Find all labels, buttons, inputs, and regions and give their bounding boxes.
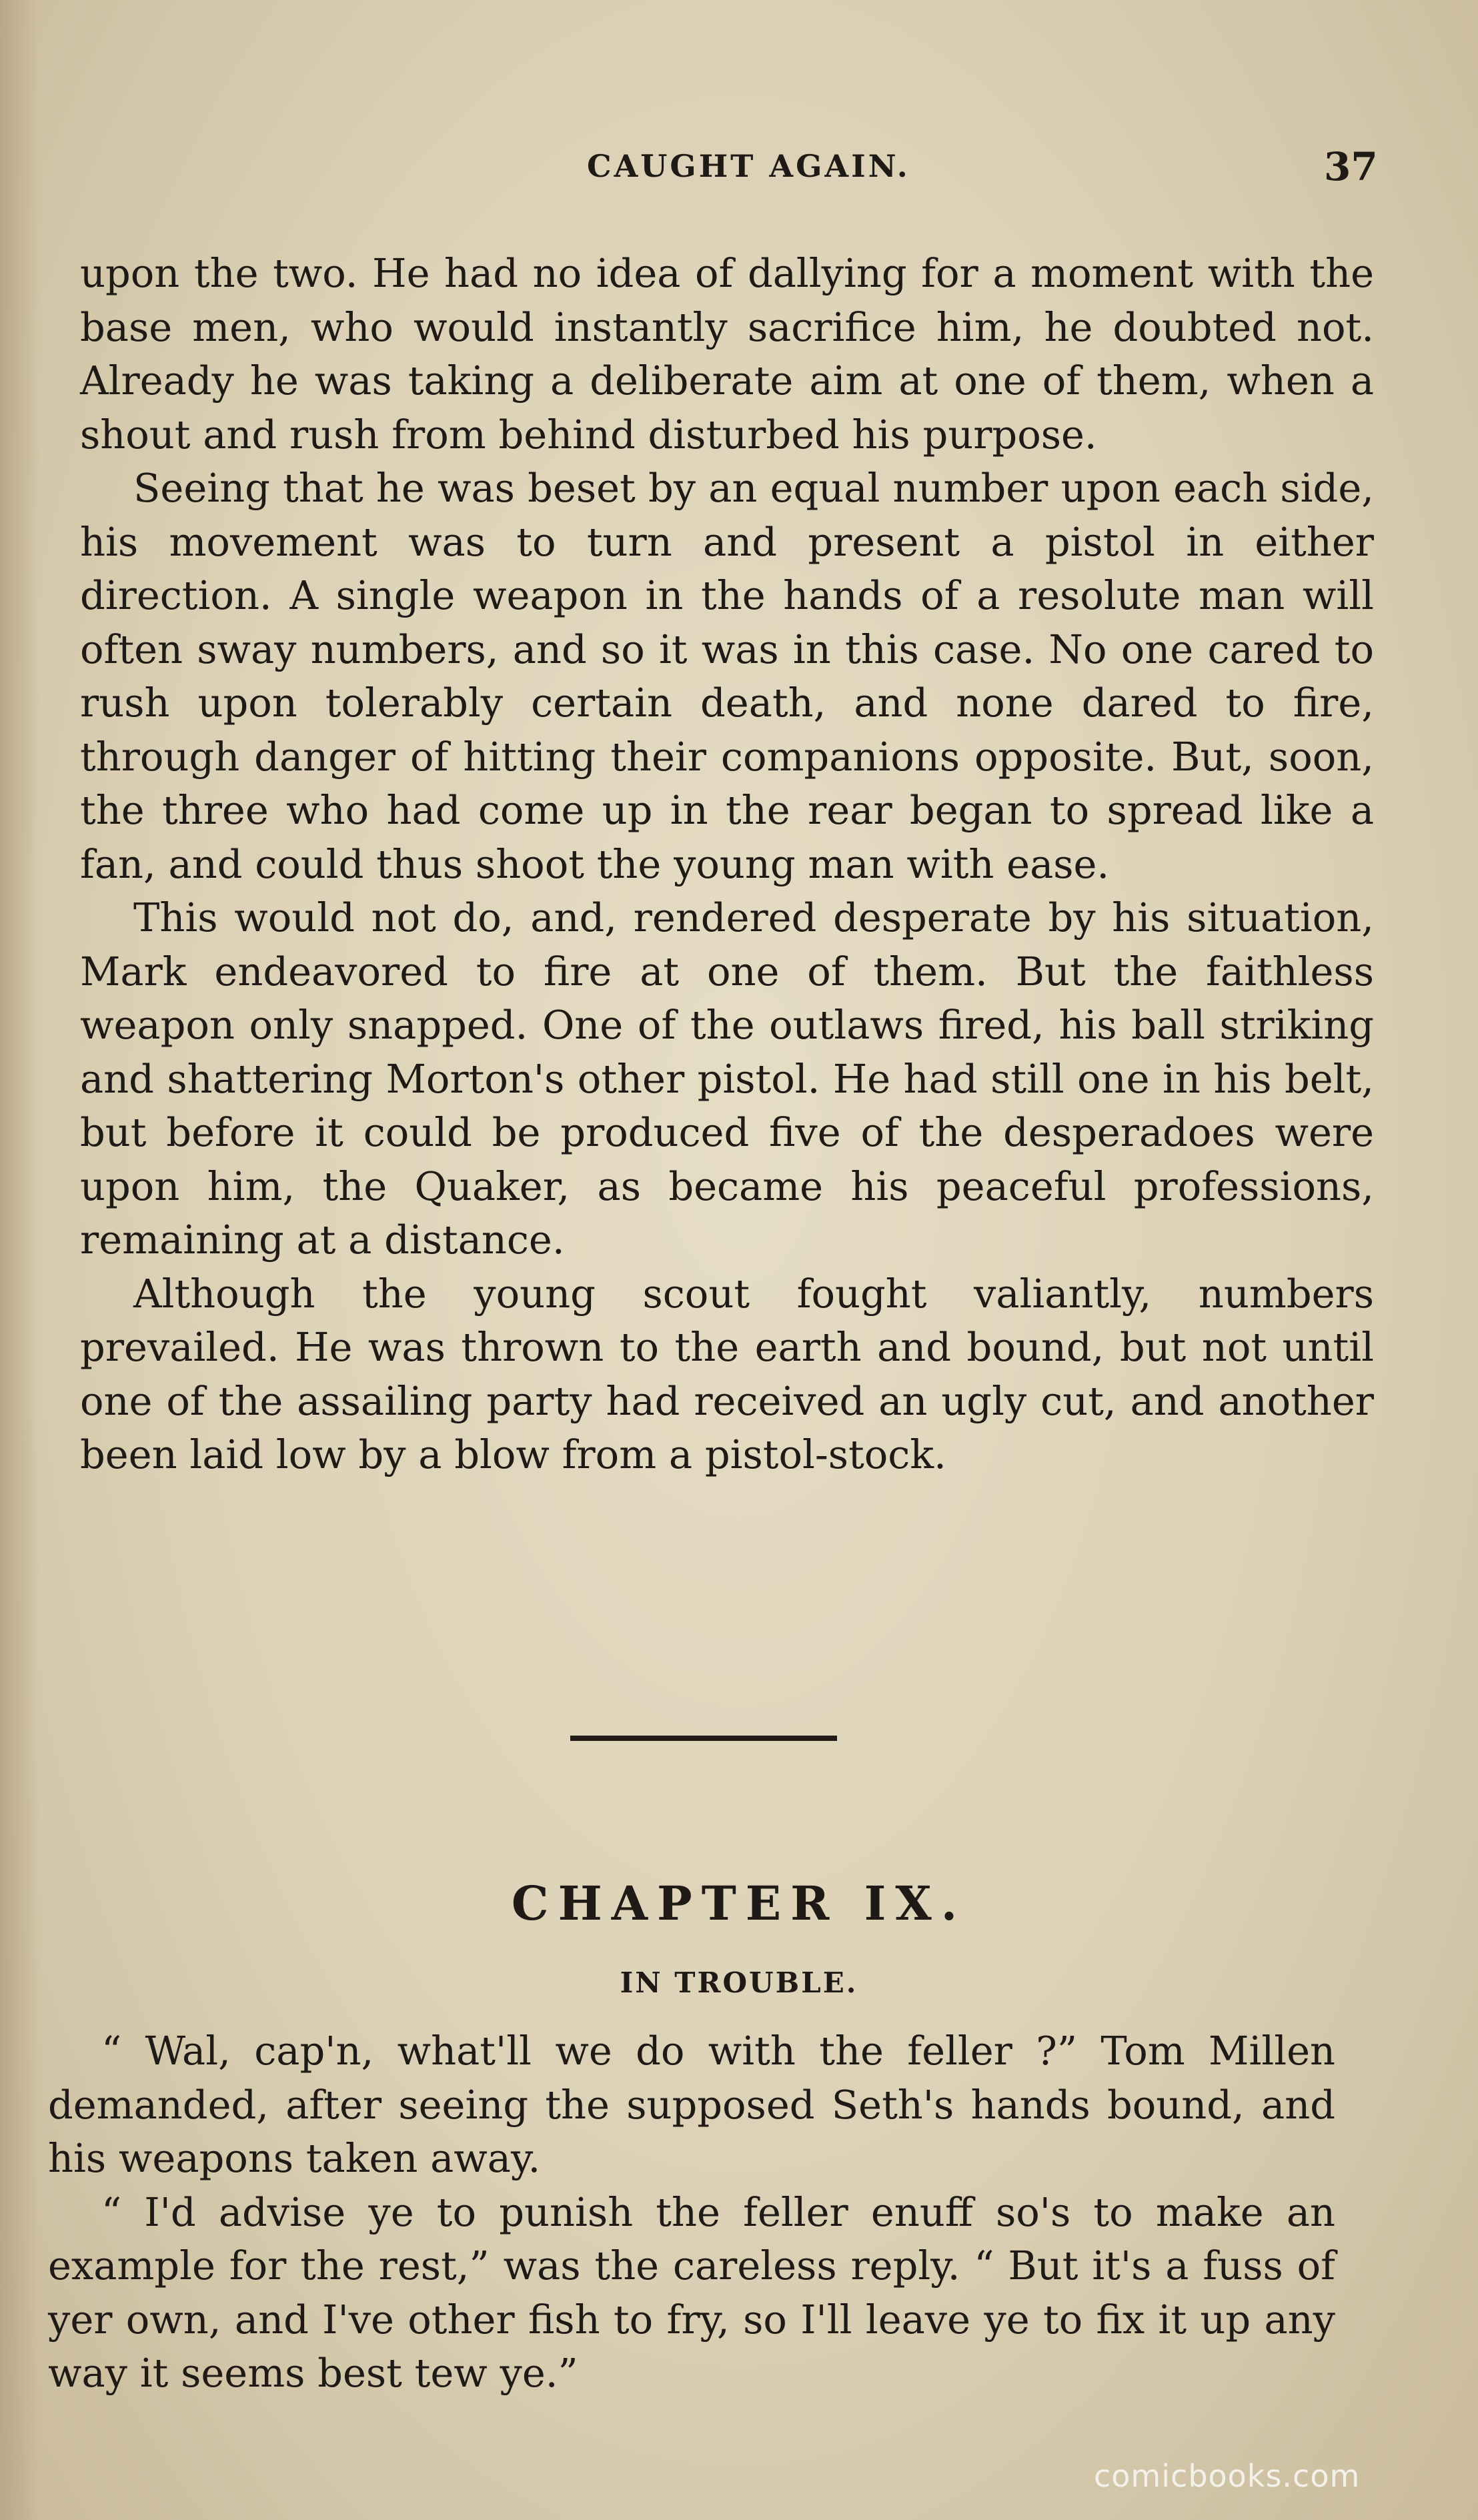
section-divider [570,1736,837,1741]
main-text-block [80,247,1374,1482]
paragraph-4: Although the young scout fought valiantly, numbers prevailed. He was thrown to the earth and bound, but not until one of the assailing party had received an ugly cut, and another been laid low by a blow from a pistol-stock. [80,1270,1374,1477]
running-title: CAUGHT AGAIN. [587,148,910,184]
paragraph-2: Seeing that he was beset by an equal number upon each side, his movement was to turn and present a pistol in either direction. A single weapon in the hands of a resolute man will often sway numbers, and so it was in this case. No one cared to rush upon tolerably certain death, and none dared to fire, through danger of hitting their companions opposite. But, soon, the three who had come up in the rear began to spread like a fan, and could thus shoot the young man with ease. [80,465,1374,887]
running-head [0,144,1478,201]
chapter-subtitle: IN TROUBLE. [620,1966,858,1999]
chapter-text-block [48,2024,1335,2401]
chapter-paragraph-1: “ Wal, cap'n, what'll we do with the feller ?” Tom Millen demanded, after seeing the supposed Seth's hands bound, and his weapons taken away. [48,2028,1335,2181]
site-watermark: comicbooks.com [1094,2458,1361,2494]
paragraph-3: This would not do, and, rendered desperate by his situation, Mark endeavored to fire at one of them. But the faithless weapon only snapped. One of the outlaws fired, his ball striking and shattering Morton's other pistol. He had still one in his belt, but before it could be produced five of the desperadoes were upon him, the Quaker, as became his peaceful professions, remaining at a distance. [80,894,1374,1263]
paragraph-1: upon the two. He had no idea of dallying for a moment with the base men, who would instantly sacrifice him, he doubted not. Already he was taking a deliberate aim at one of them, when a shout and rush from behind disturbed his purpose. [80,250,1374,458]
chapter-heading: CHAPTER IX. [511,1876,967,1931]
page-number: 37 [1324,144,1378,189]
page-edge-shadow [0,0,40,2520]
chapter-paragraph-2: “ I'd advise ye to punish the feller enuff so's to make an example for the rest,” was the careless reply. “ But it's a fuss of yer own, and I've other fish to fry, so I'll leave ye to fix it up any way it seems best tew ye.” [48,2188,1335,2396]
